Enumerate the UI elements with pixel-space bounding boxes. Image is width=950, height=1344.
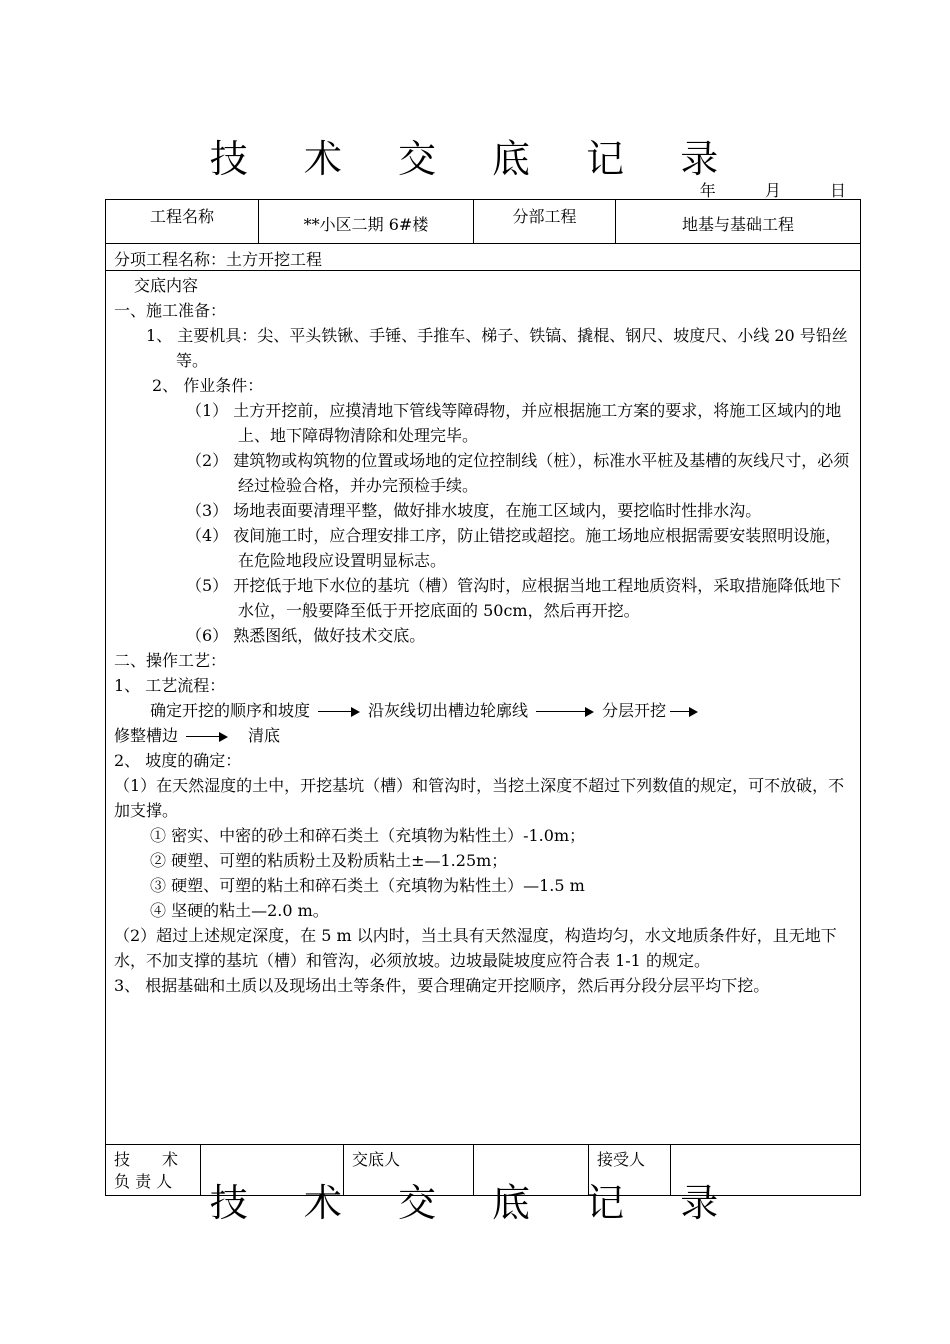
- flow-step-3: 分层开挖: [602, 701, 667, 720]
- division-label: 分部工程: [474, 200, 616, 243]
- condition-6: （6） 熟悉图纸，做好技术交底。: [186, 626, 426, 645]
- discloser-label: 交底人: [344, 1145, 474, 1195]
- condition-4: （4） 夜间施工时，应合理安排工序，防止错挖或超挖。施工场地应根据需要安装照明设施，在危险地段应设置明显标志。: [186, 526, 842, 570]
- tools-item: 1、 主要机具：尖、平头铁锹、手锤、手推车、梯子、铁镐、撬棍、钢尺、坡度尺、小线 20 号铅丝等。: [146, 326, 848, 370]
- condition-3: （3） 场地表面要清理平整，做好排水坡度，在施工区域内，要挖临时性排水沟。: [186, 501, 762, 520]
- date-day: 日: [829, 181, 846, 200]
- flow-step-4: 修整槽边: [114, 726, 179, 745]
- date-year: 年: [699, 181, 716, 200]
- slope-heading: 2、 坡度的确定：: [114, 751, 242, 770]
- subitem-row: 分项工程名称：土方开挖工程: [106, 244, 860, 271]
- slope-para-2: （2）超过上述规定深度，在 5 m 以内时，当土具有天然湿度，构造均匀，水文地质条件好，且无地下水，不加支撑的基坑（槽）和管沟，必须放坡。边坡最陡坡度应符合表 1-1 的规定。: [114, 926, 837, 970]
- project-name-value: **小区二期 6#楼: [259, 200, 474, 243]
- slope-para-1: （1）在天然湿度的土中，开挖基坑（槽）和管沟时，当挖土深度不超过下列数值的规定，可不放破，不加支撑。: [114, 776, 845, 820]
- slope-limit-2: ② 硬塑、可塑的粘质粉土及粉质粘土±—1.25m；: [150, 851, 508, 870]
- receiver-label: 接受人: [589, 1145, 671, 1195]
- condition-5: （5） 开挖低于地下水位的基坑（槽）管沟时，应根据当地工程地质资料，采取措施降低地下水位，一般要降至低于开挖底面的 50cm，然后再开挖。: [186, 576, 842, 620]
- flow-step-5: 清底: [248, 726, 281, 745]
- page-title: 技 术 交 底 记 录: [209, 137, 741, 181]
- process-flow-line-2: [114, 723, 852, 748]
- tech-lead-label-line1: 技 术: [114, 1150, 179, 1169]
- excavation-order: 3、 根据基础和土质以及现场出土等条件，要合理确定开挖顺序，然后再分段分层平均下挖。: [114, 976, 770, 995]
- content-area: [106, 271, 860, 1145]
- arrow-right-icon: [318, 707, 360, 717]
- page-title-bottom: 技 术 交 底 记 录: [209, 1181, 741, 1225]
- date-month: 月: [764, 181, 781, 200]
- division-value: 地基与基础工程: [681, 215, 794, 234]
- flow-step-2: 沿灰线切出槽边轮廓线: [368, 701, 529, 720]
- content-label: 交底内容: [134, 276, 199, 295]
- conditions-heading: 2、 作业条件：: [152, 376, 264, 395]
- condition-1: （1） 土方开挖前，应摸清地下管线等障碍物，并应根据施工方案的要求，将施工区域内的地上、地下障碍物清除和处理完毕。: [186, 401, 842, 445]
- slope-limit-3: ③ 硬塑、可塑的粘土和碎石类土（充填物为粘性土）—1.5 m: [150, 876, 585, 895]
- condition-2: （2） 建筑物或构筑物的位置或场地的定位控制线（桩），标准水平桩及基槽的灰线尺寸，必须经过检验合格，并办完预检手续。: [186, 451, 850, 495]
- process-flow-heading: 1、 工艺流程：: [114, 676, 226, 695]
- section-1-heading: 一、施工准备：: [114, 301, 227, 320]
- flow-step-1: 确定开挖的顺序和坡度: [150, 701, 311, 720]
- arrow-right-icon: [536, 707, 594, 717]
- slope-limit-4: ④ 坚硬的粘土—2.0 m。: [150, 901, 329, 920]
- slope-limit-1: ① 密实、中密的砂土和碎石类土（充填物为粘性土）-1.0m；: [150, 826, 586, 845]
- date-line: [656, 178, 846, 201]
- section-2-heading: 二、操作工艺：: [114, 651, 227, 670]
- header-row: [106, 200, 860, 244]
- arrow-right-icon: [186, 732, 228, 742]
- tech-lead-label-line2: 负 责 人: [114, 1172, 173, 1191]
- process-flow-line-1: [114, 698, 852, 723]
- project-name-label: 工程名称: [106, 200, 259, 243]
- disclosure-table: [105, 199, 861, 1196]
- arrow-right-icon: [670, 707, 698, 717]
